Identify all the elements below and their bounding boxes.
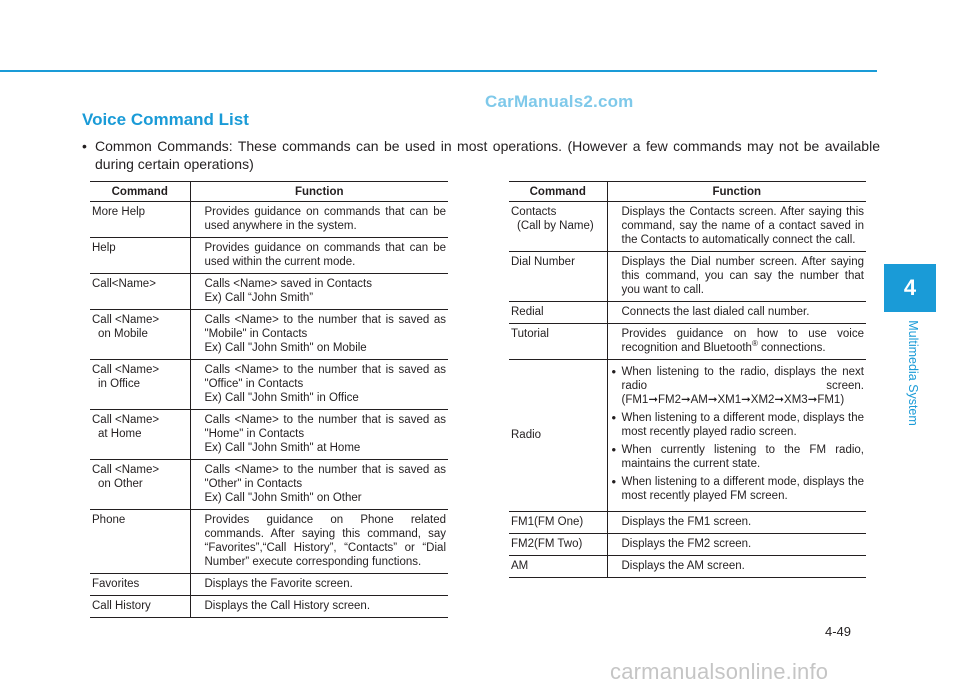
column-header-function: Function [607,182,866,202]
command-cell [509,324,607,360]
watermark-top: CarManuals2.com [485,92,634,111]
function-text: Displays the Favorite screen. [204,578,353,590]
column-header-command: Command [90,182,190,202]
command-text: Call History [92,600,151,612]
function-cell [607,360,866,512]
bullet-icon: • [82,138,87,154]
function-cell [190,410,448,460]
function-text: Ex) Call “John Smith” [204,292,314,304]
list-item: • When listening to a different mode, displays the most recently played FM screen. [612,475,865,503]
table-row [509,324,866,360]
function-cell [190,274,448,310]
table-header-row [90,182,448,202]
function-cell [190,360,448,410]
function-text: Displays the FM2 screen. [621,538,752,550]
table-row [90,510,448,574]
command-text: on Other [98,478,143,490]
command-cell [90,596,190,618]
command-text: on Mobile [98,328,148,340]
intro-paragraph [82,137,880,173]
function-cell [190,596,448,618]
function-cell [190,460,448,510]
command-text: Help [92,242,116,254]
table-row [90,360,448,410]
command-cell [90,510,190,574]
table-row [90,310,448,360]
function-cell [190,310,448,360]
command-text: Redial [511,306,544,318]
chapter-label: Multimedia System [906,320,920,426]
column-header-function: Function [190,182,448,202]
list-item: • When listening to the radio, displays the next radio screen. (FM1➞FM2➞AM➞XM1➞XM2➞XM3➞FM1) [612,365,865,407]
command-text: at Home [98,428,142,440]
table-row [509,202,866,252]
command-text: Phone [92,514,126,526]
right-command-table [509,181,866,578]
command-cell [90,274,190,310]
command-cell [509,302,607,324]
command-cell [509,360,607,512]
function-cell [607,534,866,556]
function-text: Ex) Call "John Smith" on Mobile [204,342,367,354]
command-cell [90,238,190,274]
function-text: Calls <Name> to the number that is saved as "Mobile" in Contacts [204,314,446,340]
function-text: Calls <Name> to the number that is saved as "Other" in Contacts [204,464,446,490]
function-cell [607,512,866,534]
table-row [509,556,866,578]
command-text: More Help [92,206,146,218]
chapter-tab: 4 [884,264,936,312]
command-text: Favorites [92,578,140,590]
function-cell [607,556,866,578]
function-text: Displays the FM1 screen. [621,516,752,528]
function-text: Ex) Call "John Smith" at Home [204,442,361,454]
function-text: Calls <Name> saved in Contacts [204,278,372,290]
command-cell [90,574,190,596]
command-text: Call <Name> [92,314,160,326]
command-cell [509,512,607,534]
command-cell [90,360,190,410]
function-text: Calls <Name> to the number that is saved as "Office" in Contacts [204,364,446,390]
command-cell [90,310,190,360]
command-cell [509,202,607,252]
table-row [90,274,448,310]
function-cell [607,302,866,324]
function-cell [607,324,866,360]
command-text: Radio [511,429,542,441]
function-text: Provides guidance on commands that can be used within the current mode. [204,242,446,268]
table-row [90,202,448,238]
table-row [509,302,866,324]
command-text: Call <Name> [92,414,160,426]
command-cell [90,202,190,238]
table-row [509,360,866,512]
command-text: AM [511,560,529,572]
list-item: • When listening to a different mode, displays the most recently played radio screen. [612,411,865,439]
function-cell [190,574,448,596]
function-text: Displays the Contacts screen. After saying this command, say the name of a contact saved in the Contacts to automatically connect the call. [621,206,864,246]
chapter-label-wrapper [899,318,921,438]
function-text: Provides guidance on Phone related commands. After saying this command, say “Favorites”,“Call History”, “Contacts” or “Dial Number” execute corresponding functions. [204,514,446,568]
table-row [90,238,448,274]
command-text: in Office [98,378,140,390]
command-cell [90,460,190,510]
command-text: (Call by Name) [517,220,594,232]
command-cell [509,252,607,302]
function-cell [190,510,448,574]
function-text: Provides guidance on commands that can be used anywhere in the system. [204,206,446,232]
intro-text: Common Commands: These commands can be used in most operations. (However a few commands may not be available during certain operations) [95,138,880,172]
section-title: Voice Command List [82,110,249,129]
function-bullet-list [612,365,865,503]
command-cell [90,410,190,460]
command-cell [509,534,607,556]
function-text: Connects the last dialed call number. [621,306,810,318]
command-cell [509,556,607,578]
list-item: • When currently listening to the FM radio, maintains the current state. [612,443,865,471]
function-text: Ex) Call "John Smith" in Office [204,392,359,404]
function-text: Displays the AM screen. [621,560,745,572]
function-text: Displays the Call History screen. [204,600,371,612]
function-text: Displays the Dial number screen. After saying this command, you can say the number that you want to call. [621,256,864,296]
page-number: 4-49 [825,624,852,639]
command-text: Contacts [511,206,557,218]
table-row [90,410,448,460]
function-text: Ex) Call "John Smith" on Other [204,492,362,504]
function-text: Calls <Name> to the number that is saved as "Home" in Contacts [204,414,446,440]
command-text: Dial Number [511,256,575,268]
table-row [509,252,866,302]
function-cell [190,238,448,274]
table-row [90,574,448,596]
command-text: Tutorial [511,328,549,340]
table-header-row [509,182,866,202]
left-command-table [90,181,448,618]
command-text: Call<Name> [92,278,156,290]
command-text: FM1(FM One) [511,516,584,528]
top-rule [0,70,877,72]
table-row [509,512,866,534]
table-row [90,460,448,510]
function-cell [190,202,448,238]
function-cell [607,252,866,302]
command-text: Call <Name> [92,364,160,376]
table-row [90,596,448,618]
column-header-command: Command [509,182,607,202]
command-text: Call <Name> [92,464,160,476]
watermark-bottom: carmanualsonline.info [610,659,829,684]
function-text: Provides guidance on how to use voice recognition and Bluetooth® connections. [621,328,864,354]
command-text: FM2(FM Two) [511,538,583,550]
function-cell [607,202,866,252]
table-row [509,534,866,556]
